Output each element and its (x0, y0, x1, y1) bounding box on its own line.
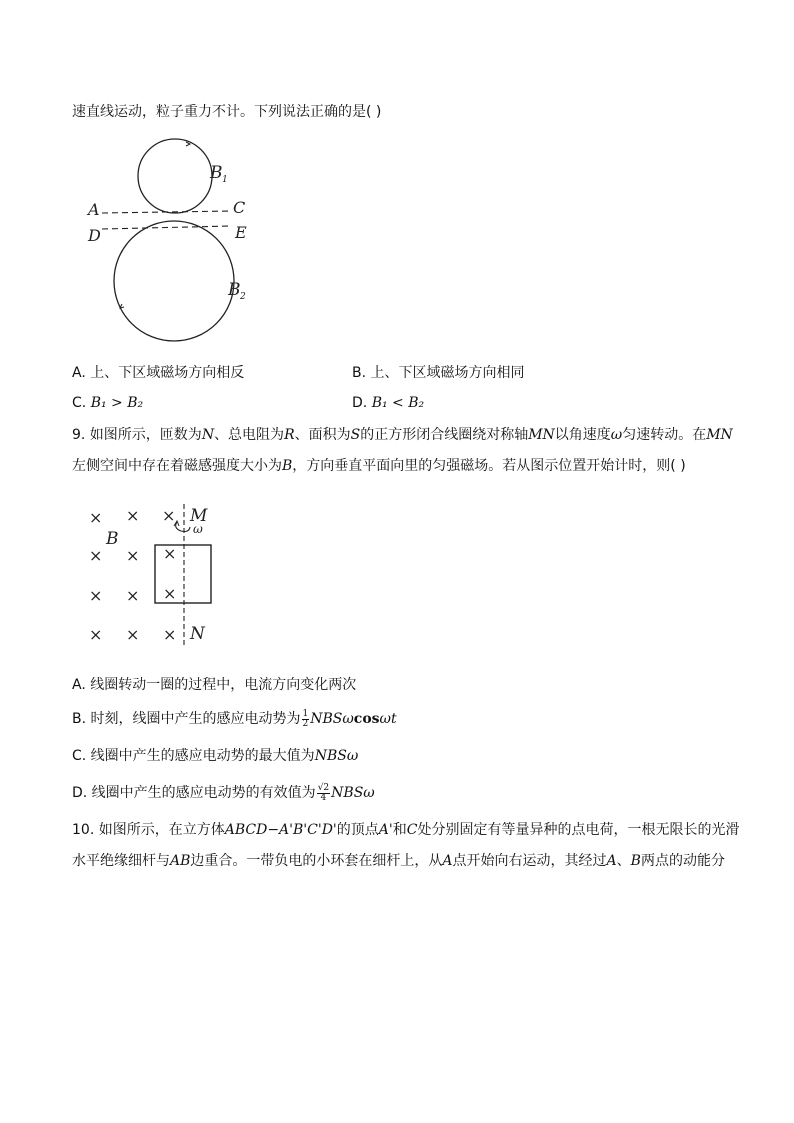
field-cross-icon: × (126, 506, 140, 525)
q9-text: 左侧空间中存在着磁感强度大小为 (72, 458, 282, 474)
label-b1-sub: 1 (222, 175, 228, 185)
q9-option-c (72, 746, 358, 766)
q9-math-omega: ω (610, 427, 623, 443)
q9-text: 的正方形闭合线圈绕对称轴 (360, 427, 529, 443)
q8-option-a: A. 上、下区域磁场方向相反 (72, 365, 245, 381)
label-omega: ω (193, 522, 203, 536)
q10-math-ab: AB (170, 853, 191, 869)
q10-text: 10. 如图所示，在立方体 (72, 822, 225, 838)
q9-option-d-prefix: D. 线圈中产生的感应电动势的有效值为 (72, 785, 316, 801)
label-b2-sub: 2 (240, 292, 246, 302)
field-cross-icon: × (126, 625, 140, 644)
q9-math-mn: MN (706, 427, 733, 443)
q9-option-b-fraction (302, 710, 310, 729)
q10-text: 水平绝缘细杆与 (72, 853, 170, 869)
q8-option-d-prefix: D. (352, 395, 372, 411)
label-m: M (190, 506, 208, 526)
q9-math-b: B (282, 458, 293, 474)
field-cross-icon: × (126, 586, 140, 605)
q9-text: 、总电阻为 (214, 427, 285, 443)
q10-text: 、 (616, 853, 631, 869)
q9-text: 以角速度 (554, 427, 611, 443)
q10-math-a: A (442, 853, 453, 869)
q8-option-d (352, 393, 424, 413)
field-cross-icon: × (89, 625, 103, 644)
field-cross-icon: × (163, 584, 177, 603)
q8-option-c-math: B₁ > B₂ (90, 395, 144, 411)
q9-option-d-fraction (317, 784, 330, 803)
q9-coil-magnetic-field-diagram (80, 500, 240, 650)
field-cross-icon: × (163, 544, 177, 563)
q10-text: 的顶点 (336, 822, 379, 838)
lower-arrow-icon (120, 304, 124, 308)
fraction-numerator: 1 (302, 708, 309, 719)
q10-math-cube: ABCD−A'B'C'D' (224, 822, 337, 838)
q8-option-c-prefix: C. (72, 395, 91, 411)
upper-circle-trajectory (138, 139, 212, 213)
q9-option-b-prefix: B. 时刻，线圈中产生的感应电动势为 (72, 711, 301, 727)
field-cross-icon: × (89, 508, 103, 527)
q10-math-a-prime: A' (378, 822, 393, 838)
q8-option-b: B. 上、下区域磁场方向相同 (352, 365, 525, 381)
q9-option-c-prefix: C. 线圈中产生的感应电动势的最大值为 (72, 748, 315, 764)
q9-math-r: R (284, 427, 295, 443)
boundary-line-de (102, 226, 232, 229)
q10-text: 两点的动能分 (640, 853, 725, 869)
q10-text: 点开始向右运动，其经过 (452, 853, 607, 869)
q9-text: 9. 如图所示，匝数为 (72, 427, 202, 443)
q9-option-b-math: NBSω (310, 711, 354, 727)
q9-option-d-math: NBSω (331, 785, 375, 801)
q9-text: 匀速转动。在 (622, 427, 707, 443)
field-cross-icon: × (163, 625, 177, 644)
label-n: N (190, 624, 205, 644)
fraction-denominator: 2 (302, 718, 309, 729)
q9-option-a: A. 线圈转动一圈的过程中，电流方向变化两次 (72, 677, 357, 693)
q8-option-c (72, 393, 143, 413)
label-e: E (235, 223, 247, 242)
q10-stem-line1 (72, 820, 739, 840)
q10-math-c: C (406, 822, 418, 838)
fraction-numerator: √2 (317, 782, 330, 793)
label-d: D (88, 226, 101, 245)
q9-option-b-cos: cos (353, 711, 380, 727)
field-cross-icon: × (162, 506, 176, 525)
q10-math-a: A (606, 853, 617, 869)
q9-option-b-math: ωt (379, 711, 397, 727)
label-c: C (233, 198, 246, 217)
q9-stem-line2 (72, 456, 686, 476)
q9-stem-line1 (72, 425, 733, 445)
label-field-b: B (106, 529, 119, 549)
q9-option-d (72, 783, 375, 803)
q9-math-n: N (201, 427, 215, 443)
label-b2: B (228, 280, 241, 300)
q10-text: 处分别固定有等量异种的点电荷，一根无限长的光滑 (417, 822, 740, 838)
q9-math-s: S (350, 427, 361, 443)
q9-option-c-math: NBSω (314, 748, 359, 764)
lower-circle-trajectory (114, 221, 234, 341)
q8-option-d-math: B₁ < B₂ (371, 395, 425, 411)
q10-text: 边重合。一带负电的小环套在细杆上，从 (190, 853, 443, 869)
label-a: A (88, 200, 100, 219)
q8-stem-tail: 速直线运动，粒子重力不计。下列说法正确的是( ) (72, 104, 382, 120)
field-cross-icon: × (89, 586, 103, 605)
q9-option-b (72, 709, 397, 729)
q10-stem-line2 (72, 851, 725, 871)
q9-math-mn: MN (528, 427, 555, 443)
q8-figure-eight-diagram (80, 138, 280, 348)
field-cross-icon: × (89, 546, 103, 565)
q10-text: 和 (392, 822, 407, 838)
q9-text: ，方向垂直平面向里的匀强磁场。若从图示位置开始计时，则( ) (292, 458, 686, 474)
label-b1: B (210, 163, 223, 183)
field-cross-icon: × (126, 546, 140, 565)
q9-text: 、面积为 (294, 427, 351, 443)
q10-math-b: B (630, 853, 641, 869)
fraction-denominator: 4 (320, 792, 327, 803)
